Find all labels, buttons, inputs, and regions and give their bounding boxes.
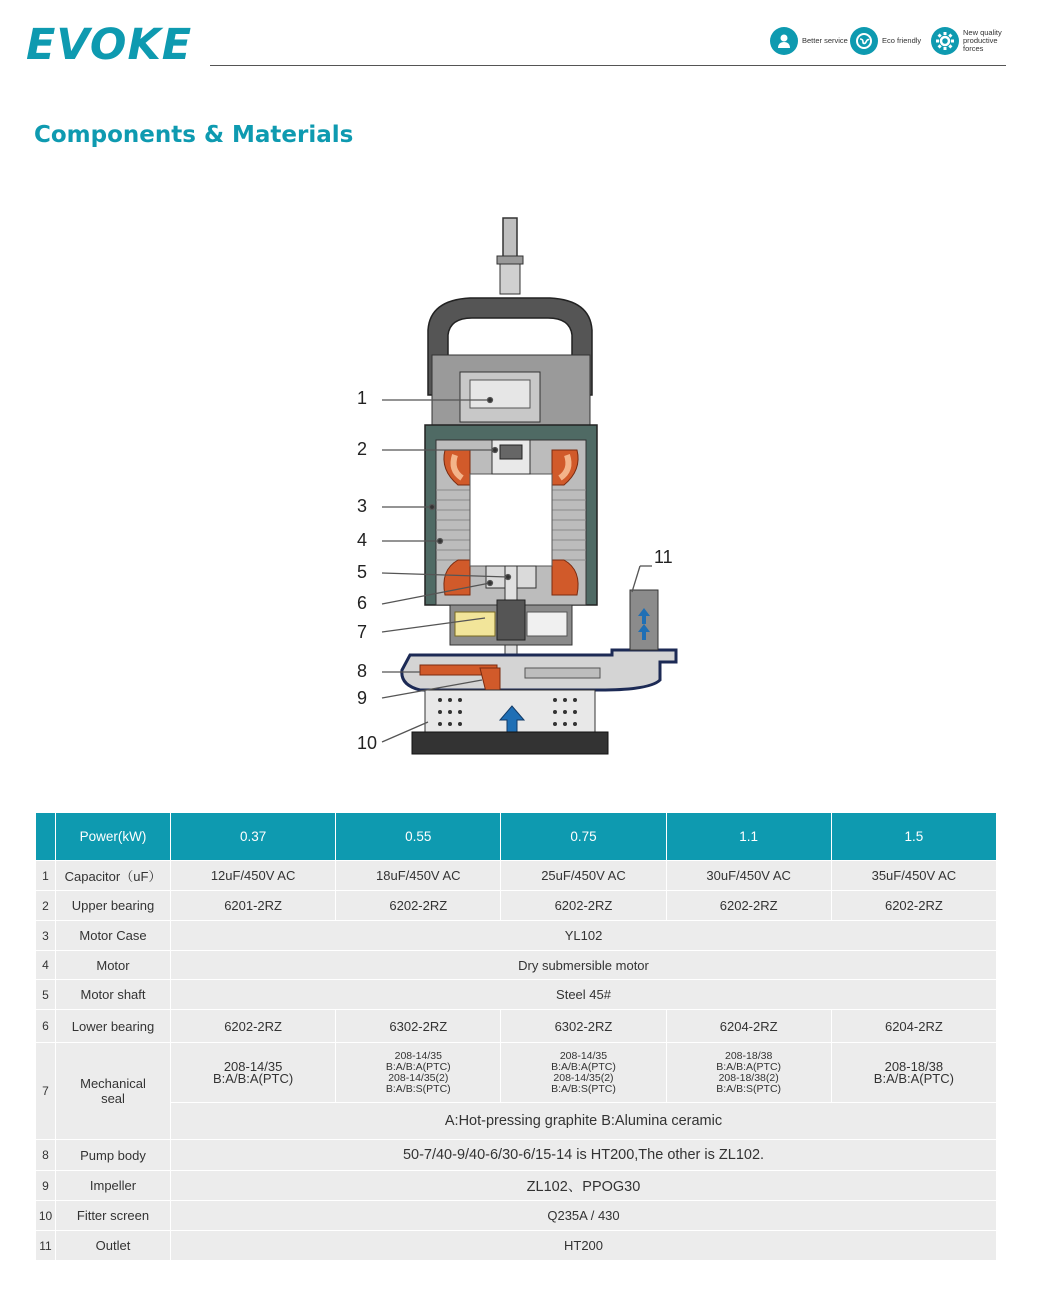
header-cell bbox=[36, 813, 56, 861]
seal-line: 208-18/38 bbox=[725, 1049, 773, 1062]
table-cell: 18uF/450V AC bbox=[336, 861, 501, 891]
row-index: 8 bbox=[36, 1140, 56, 1171]
seal-line: 208-14/35 bbox=[559, 1049, 608, 1062]
callout-10: 10 bbox=[357, 733, 378, 753]
eco-globe-icon bbox=[850, 27, 878, 55]
table-cell: 6201-2RZ bbox=[171, 891, 336, 921]
pump-cutaway-diagram bbox=[340, 210, 700, 770]
table-cell: HT200 bbox=[171, 1231, 997, 1261]
table-cell: 6202-2RZ bbox=[501, 891, 666, 921]
header-cell: 0.37 bbox=[171, 813, 336, 861]
header-cell: 1.5 bbox=[831, 813, 996, 861]
callout-1: 1 bbox=[357, 388, 368, 408]
row-index: 3 bbox=[36, 921, 56, 951]
table-header-row bbox=[36, 813, 997, 861]
seal-line: 208-14/35(2) bbox=[553, 1071, 614, 1084]
table-cell: 6202-2RZ bbox=[336, 891, 501, 921]
table-cell bbox=[336, 1043, 501, 1103]
table-cell: Q235A / 430 bbox=[171, 1201, 997, 1231]
seal-line: 208-14/35(2) bbox=[388, 1071, 449, 1084]
table-cell bbox=[666, 1043, 831, 1103]
header-cell: 0.55 bbox=[336, 813, 501, 861]
service-person-icon bbox=[770, 27, 798, 55]
table-cell: 6202-2RZ bbox=[666, 891, 831, 921]
row-index: 7 bbox=[36, 1043, 56, 1140]
row-name: Pump body bbox=[56, 1140, 171, 1171]
row-index: 10 bbox=[36, 1201, 56, 1231]
table-row bbox=[36, 1231, 997, 1261]
seal-material-note: A:Hot-pressing graphite B:Alumina ceramic bbox=[171, 1103, 997, 1140]
badge-label: Eco friendly bbox=[882, 36, 922, 45]
seal-line: 208-14/35 bbox=[394, 1049, 442, 1062]
callout-2: 2 bbox=[357, 439, 368, 459]
table-cell: ZL102、PPOG30 bbox=[171, 1171, 997, 1201]
seal-line: B:A/B:S(PTC) bbox=[551, 1082, 616, 1095]
badge-label: New quality productive forces bbox=[963, 28, 1002, 53]
badge-label: Better service bbox=[802, 36, 848, 45]
row-name: Impeller bbox=[56, 1171, 171, 1201]
table-row bbox=[36, 921, 997, 951]
table-row bbox=[36, 891, 997, 921]
table-cell bbox=[501, 1043, 666, 1103]
table-cell: 6302-2RZ bbox=[501, 1010, 666, 1043]
table-row bbox=[36, 1043, 997, 1103]
row-index: 1 bbox=[36, 861, 56, 891]
callout-6: 6 bbox=[357, 593, 368, 613]
table-cell: 50-7/40-9/40-6/30-6/15-14 is HT200,The other is ZL102. bbox=[171, 1140, 997, 1171]
table-cell: 6204-2RZ bbox=[831, 1010, 996, 1043]
table-cell: Dry submersible motor bbox=[171, 951, 997, 980]
callout-7: 7 bbox=[357, 622, 368, 642]
table-cell: YL102 bbox=[171, 921, 997, 951]
badge-new-quality bbox=[931, 26, 1015, 56]
components-table bbox=[35, 812, 997, 1261]
seal-line: 208-14/35 bbox=[223, 1058, 283, 1074]
header-cell: 1.1 bbox=[666, 813, 831, 861]
table-cell: 25uF/450V AC bbox=[501, 861, 666, 891]
callout-4: 4 bbox=[357, 530, 368, 550]
brand-logo: EVOKE bbox=[26, 20, 193, 70]
seal-line: B:A/B:A(PTC) bbox=[873, 1070, 954, 1086]
row-name: Upper bearing bbox=[56, 891, 171, 921]
callout-3: 3 bbox=[357, 496, 368, 516]
row-name: Capacitor（uF） bbox=[56, 861, 171, 891]
table-row bbox=[36, 1171, 997, 1201]
row-index: 6 bbox=[36, 1010, 56, 1043]
table-cell: 6202-2RZ bbox=[171, 1010, 336, 1043]
row-name: Motor bbox=[56, 951, 171, 980]
table-cell: 35uF/450V AC bbox=[831, 861, 996, 891]
table-cell: 30uF/450V AC bbox=[666, 861, 831, 891]
row-name: Lower bearing bbox=[56, 1010, 171, 1043]
table-cell: Steel 45# bbox=[171, 980, 997, 1010]
row-name-line: Mechanical bbox=[80, 1076, 146, 1091]
seal-line: 208-18/38(2) bbox=[718, 1071, 779, 1084]
callout-9: 9 bbox=[357, 688, 368, 708]
badge-better-service bbox=[770, 26, 854, 56]
header-divider bbox=[210, 65, 1006, 66]
table-row bbox=[36, 861, 997, 891]
callout-8: 8 bbox=[357, 661, 368, 681]
table-cell bbox=[831, 1043, 996, 1103]
header-cell: Power(kW) bbox=[56, 813, 171, 861]
table-cell: 12uF/450V AC bbox=[171, 861, 336, 891]
row-name-line: seal bbox=[101, 1091, 125, 1106]
table-row bbox=[36, 980, 997, 1010]
seal-line: B:A/B:A(PTC) bbox=[716, 1060, 782, 1073]
table-row bbox=[36, 1201, 997, 1231]
header-cell: 0.75 bbox=[501, 813, 666, 861]
row-name: Outlet bbox=[56, 1231, 171, 1261]
table-cell: 6204-2RZ bbox=[666, 1010, 831, 1043]
seal-line: B:A/B:S(PTC) bbox=[385, 1082, 451, 1095]
table-row bbox=[36, 1103, 997, 1140]
seal-line: B:A/B:A(PTC) bbox=[385, 1060, 451, 1073]
row-index: 11 bbox=[36, 1231, 56, 1261]
row-name: Motor Case bbox=[56, 921, 171, 951]
callout-5: 5 bbox=[357, 562, 368, 582]
row-name: Motor shaft bbox=[56, 980, 171, 1010]
section-title: Components & Materials bbox=[34, 122, 354, 148]
seal-line: B:A/B:A(PTC) bbox=[551, 1060, 616, 1073]
seal-line: B:A/B:A(PTC) bbox=[213, 1070, 294, 1086]
badge-eco-friendly bbox=[850, 26, 934, 56]
row-index: 4 bbox=[36, 951, 56, 980]
table-row bbox=[36, 951, 997, 980]
table-row bbox=[36, 1010, 997, 1043]
gear-icon bbox=[931, 27, 959, 55]
callout-11: 11 bbox=[654, 547, 673, 567]
seal-line: 208-18/38 bbox=[884, 1058, 944, 1074]
row-index: 2 bbox=[36, 891, 56, 921]
table-cell: 6202-2RZ bbox=[831, 891, 996, 921]
seal-line: B:A/B:S(PTC) bbox=[716, 1082, 782, 1095]
table-cell: 6302-2RZ bbox=[336, 1010, 501, 1043]
table-cell bbox=[171, 1043, 336, 1103]
row-name bbox=[56, 1043, 171, 1140]
row-index: 9 bbox=[36, 1171, 56, 1201]
table-row bbox=[36, 1140, 997, 1171]
row-name: Fitter screen bbox=[56, 1201, 171, 1231]
row-index: 5 bbox=[36, 980, 56, 1010]
